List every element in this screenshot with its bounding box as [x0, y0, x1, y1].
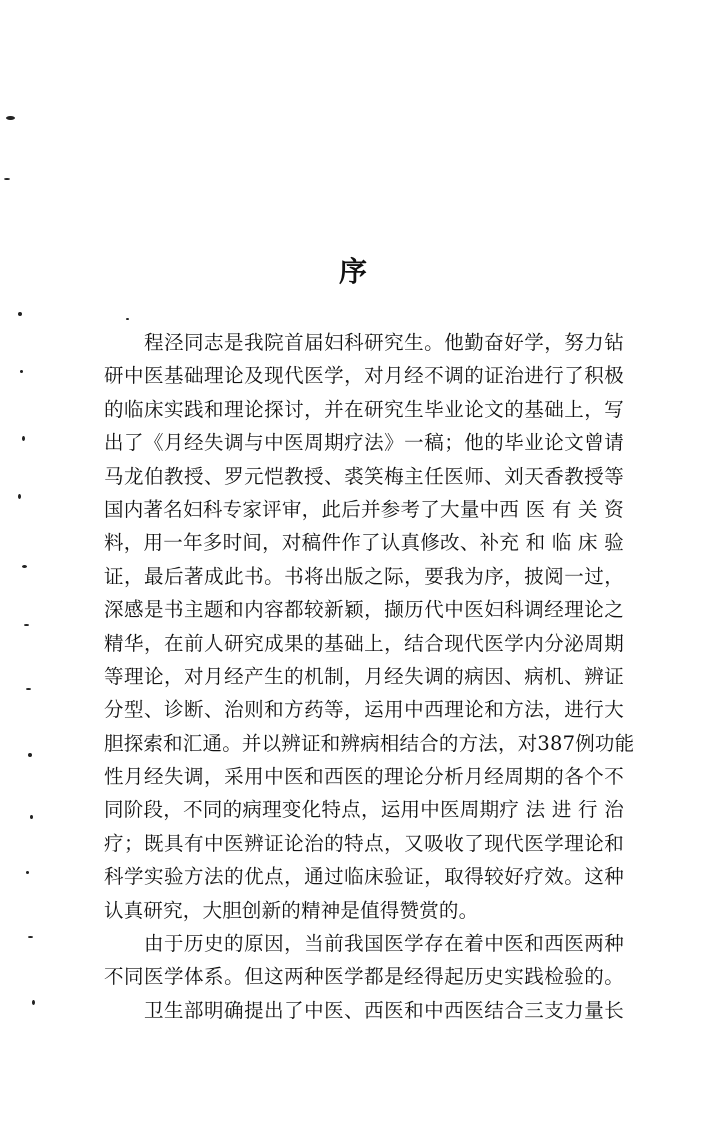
text-line: 出了《月经失调与中医周期疗法》一稿；他的毕业论文曾请 — [104, 431, 624, 455]
scan-speck — [18, 312, 22, 316]
text-line: 精华，在前人研究成果的基础上，结合现代医学内分泌周期 — [104, 631, 624, 655]
scan-speck — [28, 753, 32, 757]
text-line: 卫生部明确提出了中医、西医和中西医结合三支力量长 — [144, 998, 624, 1022]
scan-speck — [24, 624, 29, 626]
text-line: 科学实验方法的优点，通过临床验证，取得较好疗效。这种 — [104, 865, 624, 889]
text-line: 等理论，对月经产生的机制，月经失调的病因、病机、辨证 — [104, 664, 624, 688]
text-line: 疗；既具有中医辨证论治的特点，又吸收了现代医学理论和 — [104, 831, 624, 855]
text-line: 马龙伯教授、罗元恺教授、裘笑梅主任医师、刘天香教授等 — [104, 464, 624, 488]
scan-speck — [20, 370, 23, 373]
text-line: 国内著名妇科专家评审，此后并参考了大量中西 医 有 关 资 — [104, 497, 624, 521]
scan-speck — [126, 318, 129, 320]
scan-speck — [26, 871, 29, 874]
text-line: 性月经失调，采用中医和西医的理论分析月经周期的各个不 — [104, 765, 624, 789]
text-line: 深感是书主题和内容都较新颖，撷历代中医妇科调经理论之 — [104, 598, 624, 622]
text-line: 研中医基础理论及现代医学，对月经不调的证治进行了积极 — [104, 364, 624, 388]
scan-speck — [30, 815, 33, 819]
text-line: 同阶段，不同的病理变化特点，运用中医周期疗 法 进 行 治 — [104, 798, 624, 822]
scan-speck — [26, 688, 31, 690]
text-line: 料，用一年多时间，对稿件作了认真修改、补充 和 临 床 验 — [104, 531, 624, 555]
page-title: 序 — [338, 255, 367, 288]
text-line: 不同医学体系。但这两种医学都是经得起历史实践检验的。 — [104, 965, 624, 989]
scan-speck — [18, 494, 21, 499]
text-line: 证，最后著成此书。书将出版之际，要我为序，披阅一过， — [104, 564, 624, 588]
text-line: 分型、诊断、治则和方药等，运用中西理论和方法，进行大 — [104, 698, 624, 722]
scan-speck — [22, 565, 27, 568]
scan-speck — [28, 936, 33, 938]
text-line: 胆探索和汇通。并以辨证和辨病相结合的方法，对387例功能 — [104, 731, 635, 755]
scan-speck — [32, 1000, 35, 1005]
text-line: 认真研究，大胆创新的精神是值得赞赏的。 — [104, 898, 479, 922]
text-line: 由于历史的原因，当前我国医学存在着中医和西医两种 — [144, 932, 624, 956]
text-line: 程泾同志是我院首届妇科研究生。他勤奋好学，努力钻 — [144, 331, 624, 354]
scan-speck — [22, 436, 25, 441]
text-line: 的临床实践和理论探讨，并在研究生毕业论文的基础上，写 — [104, 397, 624, 421]
scan-speck — [6, 116, 15, 120]
scan-speck — [4, 178, 10, 180]
preface-body — [104, 326, 635, 1027]
